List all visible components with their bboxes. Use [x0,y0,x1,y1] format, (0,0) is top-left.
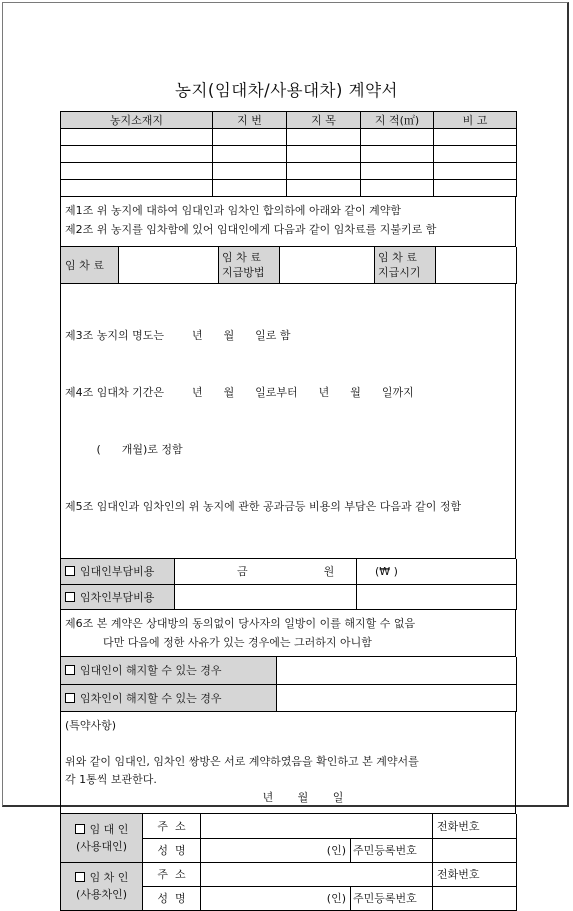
lessor-burden-amount[interactable]: 금 원 [175,559,357,584]
area-cell[interactable] [361,129,434,146]
contract-date[interactable]: 년 월 일 [262,790,344,804]
lessee-burden-amount[interactable] [175,584,357,609]
lessee-burden-won[interactable] [357,584,517,609]
lessee-termination-cell[interactable] [277,684,517,711]
seal-mark: (인) [326,844,346,857]
category-cell[interactable] [287,180,361,197]
lessee-address-field[interactable] [201,862,433,886]
checkbox-icon[interactable] [65,665,75,675]
checkbox-icon[interactable] [75,824,85,834]
remarks-cell[interactable] [434,163,517,180]
clause-5: 제5조 임대인과 임차인의 위 농지에 관한 공과금등 비용의 부담은 다음과 같이 정함 [65,500,462,513]
clause-6: 제6조 본 계약은 상대방의 동의없이 당사자의 일방이 이를 해지할 수 없음 [65,616,416,630]
contract-form [60,111,516,911]
lessor-burden-won[interactable]: (₩ ) [357,559,517,584]
payment-time-cell[interactable] [436,247,517,284]
table-row [61,163,517,180]
checkbox-icon[interactable] [75,872,85,882]
lessee-address-label: 주 소 [143,862,201,886]
checkbox-icon[interactable] [65,693,75,703]
confirm-line-1: 위와 같이 임대인, 임차인 쌍방은 서로 계약하였음을 확인하고 본 계약서를 [65,754,419,768]
rent-table [60,247,517,285]
clause-6-exception: 다만 다음에 정한 사유가 있는 경우에는 그러하지 아니함 [103,635,372,649]
lessor-address-label: 주 소 [143,814,201,838]
remarks-cell[interactable] [434,146,517,163]
lessor-resident-label: 주민등록번호 [351,838,433,862]
lot-cell[interactable] [213,163,287,180]
lessee-termination-label: 임차인이 해지할 수 있는 경우 [61,684,277,711]
lot-cell[interactable] [213,146,287,163]
lessee-phone-label: 전화번호 [433,862,517,886]
rent-amount-cell[interactable] [119,247,219,284]
lessee-burden-label: 임차인부담비용 [61,584,175,609]
clauses-3-5 [60,284,516,559]
category-cell[interactable] [287,129,361,146]
header-remarks: 비 고 [434,112,517,129]
payment-method-cell[interactable] [280,247,375,284]
header-land-category: 지 목 [287,112,361,129]
lessee-resident-label: 주민등록번호 [351,886,433,910]
remarks-cell[interactable] [434,180,517,197]
lessor-name-label: 성 명 [143,838,201,862]
lessor-burden-label: 임대인부담비용 [61,559,175,584]
payment-method-label: 임 차 료 지급방법 [219,247,280,284]
remarks-cell[interactable] [434,129,517,146]
clause-3: 제3조 농지의 명도는 년 월 일로 함 [65,329,291,342]
clause-4: 제4조 임대차 기간은 년 월 일로부터 년 월 일까지 [65,386,414,399]
special-terms-label: (특약사항) [65,718,117,732]
parties-table [60,814,517,911]
area-cell[interactable] [361,163,434,180]
category-cell[interactable] [287,146,361,163]
clause-4-months: ( 개월)로 정함 [65,443,183,456]
lessor-resident-field[interactable] [433,838,517,862]
land-table [60,111,517,197]
checkbox-icon[interactable] [65,566,75,576]
category-cell[interactable] [287,163,361,180]
checkbox-icon[interactable] [65,592,75,602]
area-cell[interactable] [361,146,434,163]
termination-table [60,657,517,712]
seal-mark: (인) [326,892,346,905]
lessee-name-field[interactable] [201,886,351,910]
page-title: 농지(임대차/사용대차) 계약서 [175,81,398,100]
lessor-termination-label: 임대인이 해지할 수 있는 경우 [61,657,277,684]
header-area: 지 적(㎡) [361,112,434,129]
header-location: 농지소재지 [61,112,213,129]
lessee-resident-field[interactable] [433,886,517,910]
location-cell[interactable] [61,146,213,163]
clause-2: 제2조 위 농지를 임차함에 있어 임대인에게 다음과 같이 임차료를 지불키로 함 [65,223,437,237]
table-row [61,146,517,163]
header-lot-number: 지 번 [213,112,287,129]
lessor-party-label: 임 대 인 (사용대인) [61,814,143,862]
location-cell[interactable] [61,129,213,146]
confirm-line-2: 각 1통씩 보관한다. [65,772,157,786]
special-terms-table [60,712,516,815]
table-row [61,129,517,146]
lessee-name-label: 성 명 [143,886,201,910]
lessor-termination-cell[interactable] [277,657,517,684]
clause-6-table [60,610,516,658]
clause-1: 제1조 위 농지에 대하여 임대인과 임차인 합의하에 아래와 같이 계약함 [65,204,401,218]
lessor-address-field[interactable] [201,814,433,838]
location-cell[interactable] [61,180,213,197]
lessor-phone-label: 전화번호 [433,814,517,838]
location-cell[interactable] [61,163,213,180]
rent-label: 임 차 료 [61,247,119,284]
clauses-1-2 [60,197,516,247]
payment-time-label: 임 차 료 지급시기 [375,247,436,284]
lessee-party-label: 임 차 인 (사용차인) [61,862,143,910]
area-cell[interactable] [361,180,434,197]
lessor-name-field[interactable] [201,838,351,862]
burden-table [60,559,517,610]
lot-cell[interactable] [213,129,287,146]
table-row [61,180,517,197]
lot-cell[interactable] [213,180,287,197]
